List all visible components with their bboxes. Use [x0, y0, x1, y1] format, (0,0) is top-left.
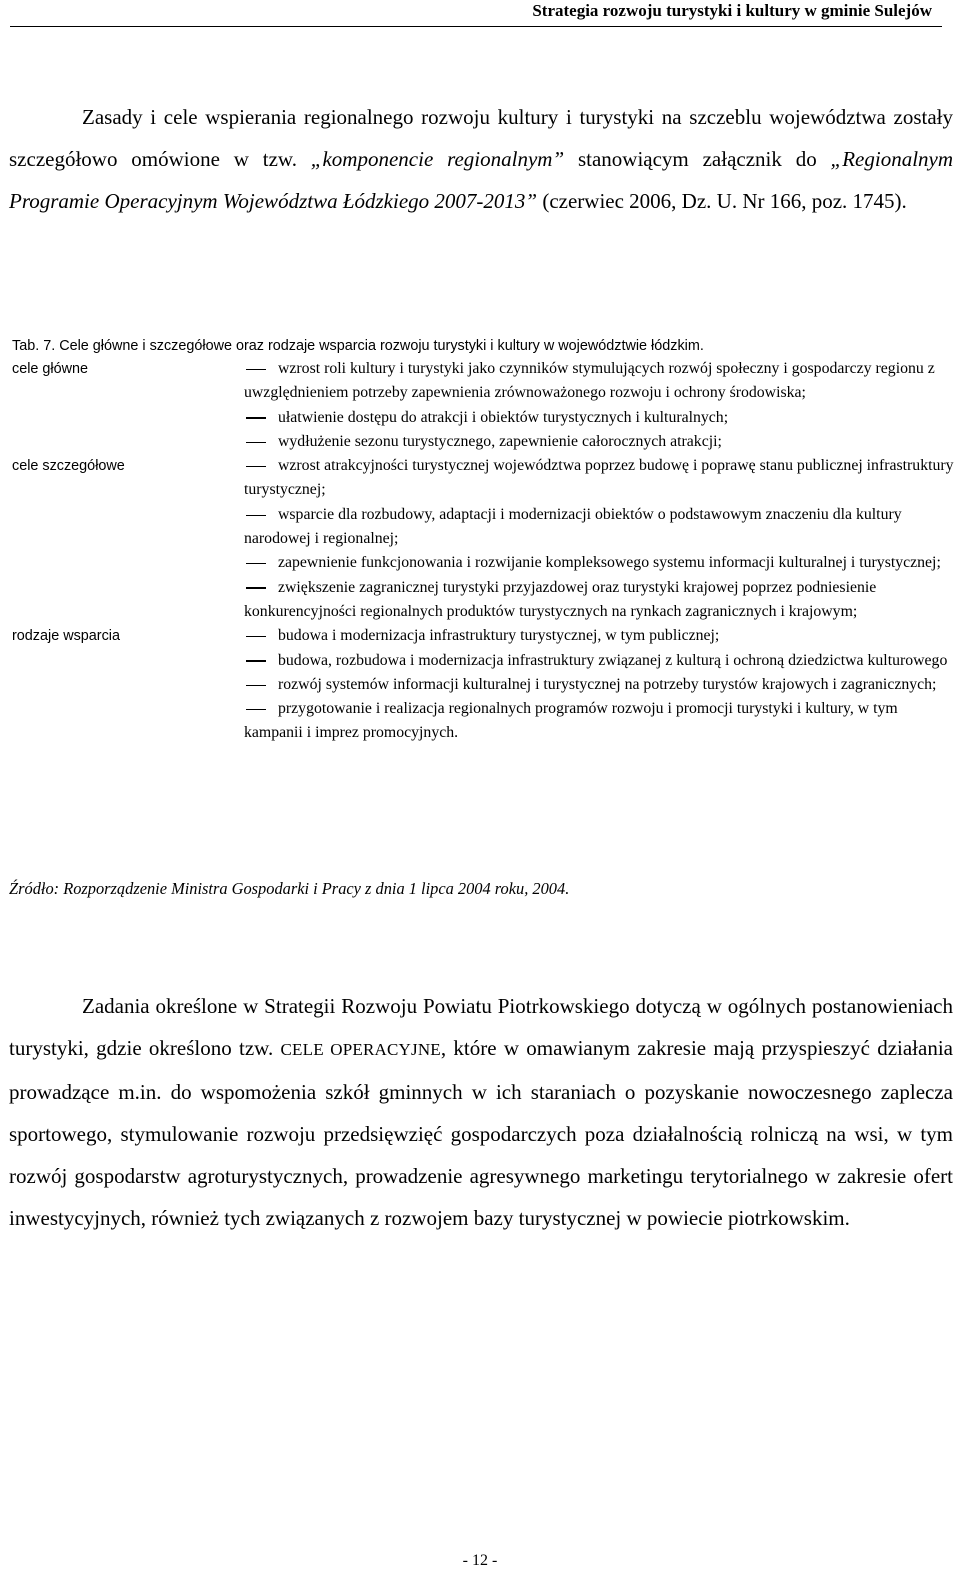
tasks-paragraph	[9, 985, 953, 1239]
list-item	[244, 454, 954, 503]
table-row-main-goals	[12, 357, 954, 454]
list-item-text: budowa, rozbudowa i modernizacja infrastruktury związanej z kulturą i ochroną dziedzictwa kulturowego	[278, 651, 948, 669]
list-item-text: zwiększenie zagranicznej turystyki przyjazdowej oraz turystyki krajowej poprzez podniesienie konkurencyjności regionalnych produktów turystycznych na rynkach zagranicznych i krajowym;	[244, 578, 877, 620]
dash-bullet	[246, 709, 266, 710]
intro-italic-1: „komponencie regionalnym”	[310, 147, 565, 171]
dash-bullet	[246, 685, 266, 686]
intro-text-3: (czerwiec 2006, Dz. U. Nr 166, poz. 1745).	[537, 189, 907, 213]
intro-paragraph	[9, 96, 953, 222]
intro-italic-2: „Regionalnym Programie Operacyjnym Województwa Łódzkiego 2007-2013”	[9, 147, 954, 213]
list-item-text: ułatwienie dostępu do atrakcji i obiektów turystycznych i kulturalnych;	[278, 408, 729, 426]
table-row-support-types	[12, 624, 954, 745]
dash-bullet	[246, 515, 266, 516]
list-item	[244, 673, 954, 697]
page-header	[10, 0, 942, 27]
dash-bullet	[246, 417, 266, 418]
list-item	[244, 357, 954, 406]
list-item-text: przygotowanie i realizacja regionalnych programów rozwoju i promocji turystyki i kultury, w tym kampanii i imprez promocyjnych.	[244, 700, 898, 742]
dash-bullet	[246, 587, 266, 588]
list-item-text: wydłużenie sezonu turystycznego, zapewnienie całorocznych atrakcji;	[278, 432, 722, 450]
document-title: Strategia rozwoju turystyki i kultury w gminie Sulejów	[532, 1, 932, 20]
table-source: Źródło: Rozporządzenie Ministra Gospodarki i Pracy z dnia 1 lipca 2004 roku, 2004.	[9, 879, 570, 898]
list-item	[244, 430, 954, 454]
dash-bullet	[246, 660, 266, 661]
list-item	[244, 624, 954, 648]
list-item-text: wzrost atrakcyjności turystycznej województwa poprzez budowę i poprawę stanu publicznej infrastruktury turystycznej;	[244, 457, 954, 499]
list-item-text: budowa i modernizacja infrastruktury turystycznej, w tym publicznej;	[278, 627, 720, 645]
dash-bullet	[246, 563, 266, 564]
list-item	[244, 551, 954, 575]
tasks-text-2: , które w omawianym zakresie mają przyspieszyć działania prowadzące m.in. do wspomożenia szkół gminnych w ich staraniach o pozyskanie nowoczesnego zaplecza sportowego, stymulowanie rozwoju przedsięwzięć gospodarczych poza działalnością rolniczą na wsi, w tym rozwój gospodarstw agroturystycznych, prowadzenie agresywnego marketingu terytorialnego w zakresie ofert inwestycyjnych, również tych związanych z rozwojem bazy turystycznej w powiecie piotrkowskim.	[9, 1036, 953, 1230]
dash-bullet	[246, 636, 266, 637]
list-item	[244, 576, 954, 625]
dash-bullet	[246, 442, 266, 443]
row-label: cele główne	[12, 361, 89, 377]
row-label: rodzaje wsparcia	[12, 628, 120, 645]
table-caption: Tab. 7. Cele główne i szczegółowe oraz rodzaje wsparcia rozwoju turystyki i kultury w województwie łódzkim.	[12, 338, 704, 354]
list-item-text: rozwój systemów informacji kulturalnej i turystycznej na potrzeby turystów krajowych i zagranicznych;	[278, 675, 937, 693]
tasks-caps: CELE OPERACYJNE	[280, 1040, 441, 1059]
page-number: - 12 -	[462, 1552, 498, 1569]
intro-text-1: Zasady i cele wspierania regionalnego rozwoju kultury i turystyki na szczeblu województwa zostały szczegółowo omówione w tzw.	[9, 105, 953, 171]
row-items	[244, 454, 954, 624]
row-items	[244, 357, 954, 454]
list-item	[244, 649, 954, 673]
list-item	[244, 697, 954, 746]
dash-bullet	[246, 466, 266, 467]
goals-table	[12, 357, 954, 746]
list-item	[244, 406, 954, 430]
row-items	[244, 624, 954, 745]
list-item	[244, 503, 954, 552]
list-item-text: wsparcie dla rozbudowy, adaptacji i modernizacji obiektów o podstawowym znaczeniu dla kultury narodowej i regionalnej;	[244, 505, 902, 548]
table-row-detailed-goals	[12, 454, 954, 624]
row-label: cele szczegółowe	[12, 458, 125, 475]
list-item-text: wzrost roli kultury i turystyki jako czynników stymulujących rozwój społeczny i gospodarczy regionu z uwzględnieniem potrzeby zapewnienia zrównoważonego rozwoju i ochrony środowiska;	[244, 360, 935, 402]
intro-text-2: stanowiącym załącznik do	[564, 147, 831, 171]
tasks-text-1: Zadania określone w Strategii Rozwoju Powiatu Piotrkowskiego dotyczą w ogólnych postanowieniach turystyki, gdzie określono tzw.	[9, 994, 953, 1060]
dash-bullet	[246, 369, 266, 370]
list-item-text: zapewnienie funkcjonowania i rozwijanie kompleksowego systemu informacji kulturalnej i turystycznej;	[278, 554, 941, 572]
